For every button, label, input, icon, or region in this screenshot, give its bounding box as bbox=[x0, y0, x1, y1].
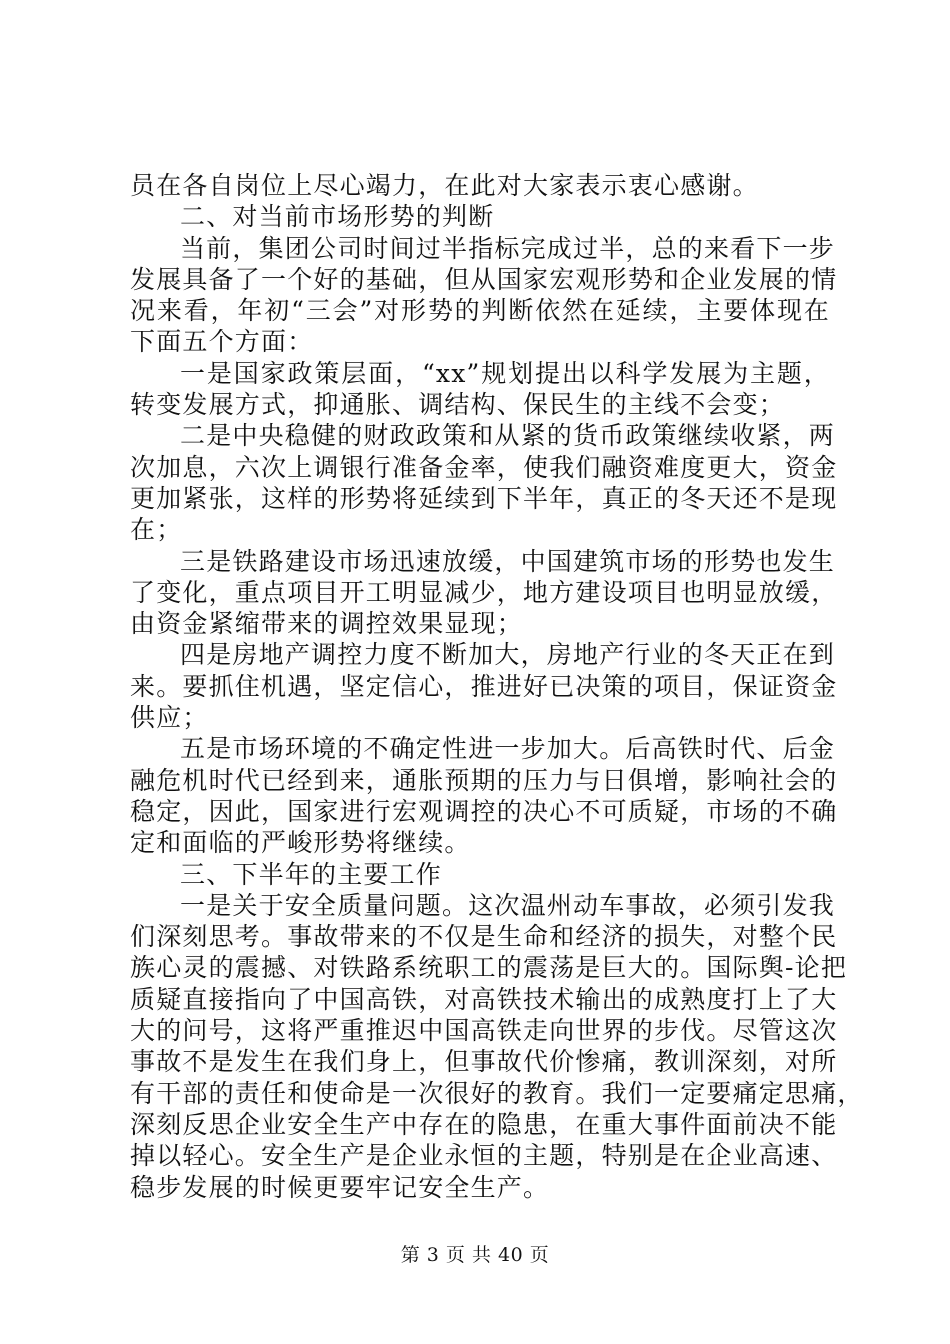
text-line: 更加紧张，这样的形势将延续到下半年，真正的冬天还不是现 bbox=[130, 483, 838, 513]
text-line: 况来看，年初“三会”对形势的判断依然在延续，主要体现在 bbox=[130, 296, 830, 326]
text-line: 大的问号，这将严重推迟中国高铁走向世界的步伐。尽管这次 bbox=[130, 1016, 838, 1046]
text-line: 在； bbox=[130, 515, 183, 545]
text-line: 当前，集团公司时间过半指标完成过半，总的来看下一步 bbox=[180, 233, 836, 263]
text-line: 一是国家政策层面，“xx”规划提出以科学发展为主题， bbox=[180, 358, 830, 388]
text-line: 质疑直接指向了中国高铁，对高铁技术输出的成熟度打上了大 bbox=[130, 984, 838, 1014]
text-line: 下面五个方面： bbox=[130, 327, 314, 357]
text-line: 有干部的责任和使命是一次很好的教育。我们一定要痛定思痛， bbox=[130, 1078, 864, 1108]
text-line: 了变化，重点项目开工明显减少，地方建设项目也明显放缓， bbox=[130, 577, 838, 607]
text-line: 四是房地产调控力度不断加大，房地产行业的冬天正在到 bbox=[180, 640, 836, 670]
text-line: 一是关于安全质量问题。这次温州动车事故，必须引发我 bbox=[180, 890, 836, 920]
text-line: 融危机时代已经到来，通胀预期的压力与日俱增，影响社会的 bbox=[130, 765, 838, 795]
text-line: 转变发展方式，抑通胀、调结构、保民生的主线不会变； bbox=[130, 390, 786, 420]
text-line: 次加息，六次上调银行准备金率，使我们融资难度更大，资金 bbox=[130, 452, 838, 482]
text-line: 稳步发展的时候更要牢记安全生产。 bbox=[130, 1172, 550, 1202]
text-line: 由资金紧缩带来的调控效果显现； bbox=[130, 609, 524, 639]
text-line: 发展具备了一个好的基础，但从国家宏观形势和企业发展的情 bbox=[130, 264, 838, 294]
text-line: 稳定，因此，国家进行宏观调控的决心不可质疑，市场的不确 bbox=[130, 796, 838, 826]
text-line: 二是中央稳健的财政政策和从紧的货币政策继续收紧，两 bbox=[180, 421, 836, 451]
document-body bbox=[130, 170, 864, 1203]
text-line: 五是市场环境的不确定性进一步加大。后高铁时代、后金 bbox=[180, 734, 836, 764]
text-line: 事故不是发生在我们身上，但事故代价惨痛，教训深刻，对所 bbox=[130, 1047, 838, 1077]
section-heading: 三、下半年的主要工作 bbox=[180, 859, 443, 889]
text-line: 供应； bbox=[130, 703, 209, 733]
text-line: 来。要抓住机遇，坚定信心，推进好已决策的项目，保证资金 bbox=[130, 671, 838, 701]
text-line: 三是铁路建设市场迅速放缓，中国建筑市场的形势也发生 bbox=[180, 546, 836, 576]
section-heading: 二、对当前市场形势的判断 bbox=[180, 202, 495, 232]
text-line: 定和面临的严峻形势将继续。 bbox=[130, 828, 471, 858]
text-line: 掉以轻心。安全生产是企业永恒的主题，特别是在企业高速、 bbox=[130, 1141, 838, 1171]
page-number-footer: 第 3 页 共 40 页 bbox=[400, 1244, 550, 1266]
text-line: 们深刻思考。事故带来的不仅是生命和经济的损失，对整个民 bbox=[130, 922, 838, 952]
text-line: 族心灵的震撼、对铁路系统职工的震荡是巨大的。国际舆-论把 bbox=[130, 953, 848, 983]
text-line: 深刻反思企业安全生产中存在的隐患，在重大事件面前决不能 bbox=[130, 1109, 838, 1139]
text-line: 员在各自岗位上尽心竭力，在此对大家表示衷心感谢。 bbox=[130, 171, 759, 200]
